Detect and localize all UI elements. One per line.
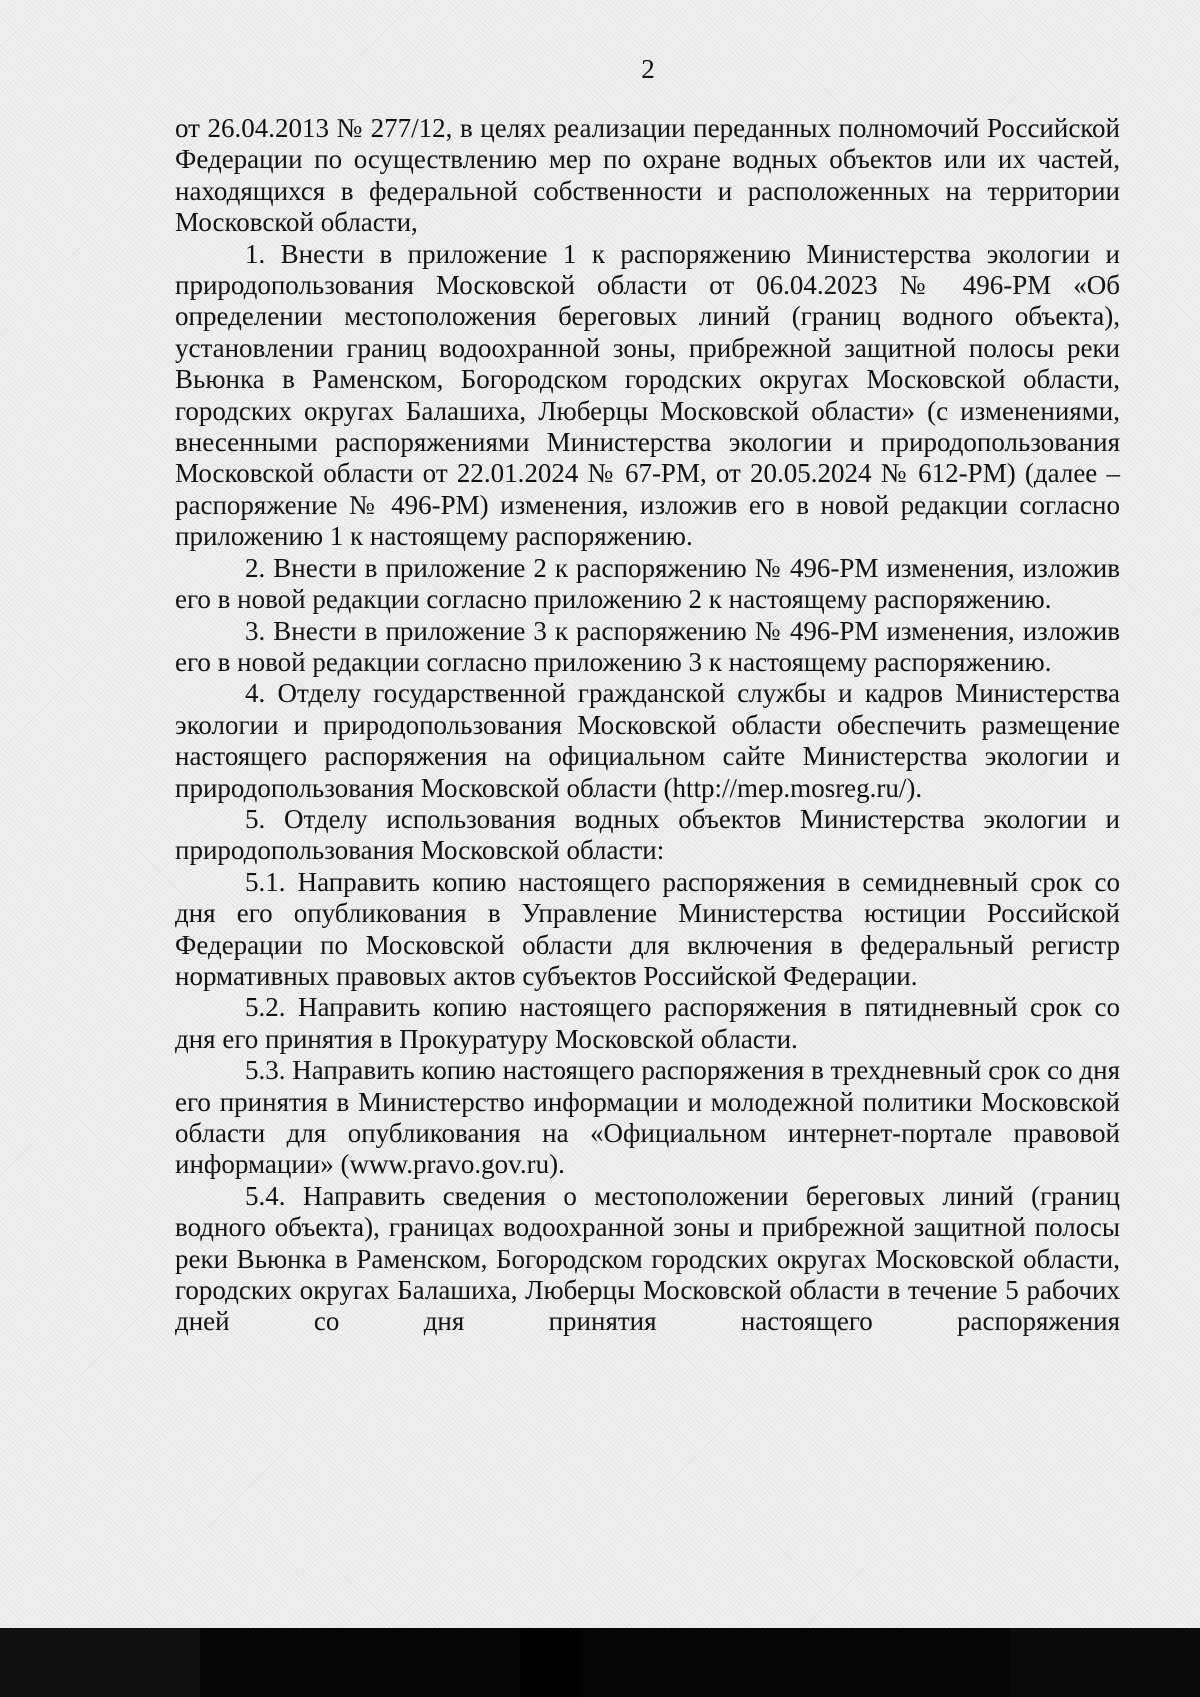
paragraph-item-2: 2. Внести в приложение 2 к распоряжению № 496-РМ изменения, изложив его в новой редакции согласно приложению 2 к настоящему распоряжению. [175, 552, 1120, 615]
paragraph-item-5-2: 5.2. Направить копию настоящего распоряжения в пятидневный срок со дня его принятия в Прокуратуру Московской области. [175, 992, 1120, 1054]
paragraph-item-5-3: 5.3. Направить копию настоящего распоряжения в трехдневный срок со дня его принятия в Министерство информации и молодежной политики Московской области для опубликования на «Официальном интернет-портале правовой информации» (www.pravo.gov.ru). [175, 1055, 1120, 1180]
scan-bottom-edge [0, 1628, 1200, 1697]
paragraph-preamble: от 26.04.2013 № 277/12, в целях реализации переданных полномочий Российской Федерации по осуществлению мер по охране водных объектов или их частей, находящихся в федеральной собственности и расположенных на территории Московской области, [175, 113, 1120, 238]
paragraph-item-5-1: 5.1. Направить копию настоящего распоряжения в семидневный срок со дня его опубликования в Управление Министерства юстиции Российской Федерации по Московской области для включения в федеральный регистр нормативных правовых актов субъектов Российской Федерации. [175, 866, 1120, 991]
page-number: 2 [641, 54, 655, 84]
document-body [175, 113, 1120, 1338]
paragraph-item-5-4: 5.4. Направить сведения о местоположении береговых линий (границ водного объекта), границах водоохранной зоны и прибрежной защитной полосы реки Вьюнка в Раменском, Богородском городских округах Московской области, городских округах Балашиха, Люберцы Московской области в течение 5 рабочих дней со дня принятия настоящего распоряжения [175, 1180, 1120, 1337]
paragraph-item-3: 3. Внести в приложение 3 к распоряжению № 496-РМ изменения, изложив его в новой редакции согласно приложению 3 к настоящему распоряжению. [175, 615, 1120, 677]
paragraph-item-4: 4. Отделу государственной гражданской службы и кадров Министерства экологии и природопользования Московской области обеспечить размещение настоящего распоряжения на официальном сайте Министерства экологии и природопользования Московской области (http://mep.mosreg.ru/). [175, 678, 1120, 803]
paragraph-item-1: 1. Внести в приложение 1 к распоряжению Министерства экологии и природопользования Московской области от 06.04.2023 № 496-РМ «Об определении местоположения береговых линий (границ водного объекта), установлении границ водоохранной зоны, прибрежной защитной полосы реки Вьюнка в Раменском, Богородском городских округах Московской области, городских округах Балашиха, Люберцы Московской области» (с изменениями, внесенными распоряжениями Министерства экологии и природопользования Московской области от 22.01.2024 № 67-РМ, от 20.05.2024 № 612-РМ) (далее – распоряжение № 496-РМ) изменения, изложив его в новой редакции согласно приложению 1 к настоящему распоряжению. [175, 238, 1120, 552]
paragraph-item-5: 5. Отделу использования водных объектов Министерства экологии и природопользования Московской области: [175, 803, 1120, 866]
